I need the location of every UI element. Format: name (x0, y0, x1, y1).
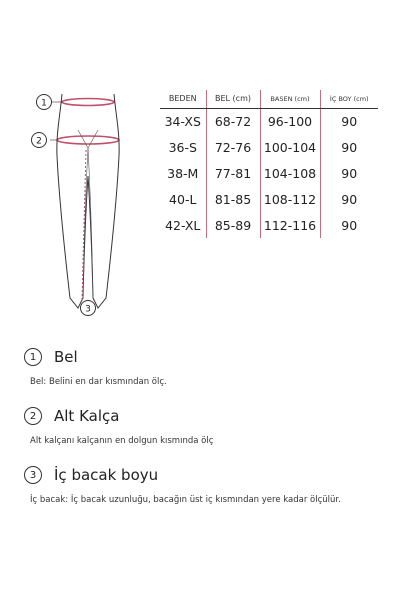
table-header-row (160, 90, 378, 108)
header-hip: BASEN (cm) (260, 90, 320, 108)
section-description: Alt kalçanı kalçanın en dolgun kısmında ölç (30, 436, 214, 446)
section-title: Alt Kalça (54, 407, 120, 425)
cell-hip: 108-112 (260, 186, 320, 212)
cell-inseam: 90 (341, 165, 358, 181)
table-row (160, 186, 378, 212)
table-row (160, 134, 378, 160)
cell-waist: 85-89 (206, 212, 260, 238)
cell-waist: 72-76 (206, 134, 260, 160)
cell-size: 40-L (160, 186, 206, 212)
cell-inseam: 90 (341, 113, 358, 129)
cell-size: 42-XL (160, 212, 206, 238)
section-hip (24, 403, 384, 448)
table-row (160, 212, 378, 238)
waist-measure-line (62, 99, 114, 106)
legs-silhouette-icon (28, 86, 138, 316)
section-title: Bel (54, 348, 78, 366)
size-chart-table (160, 90, 378, 238)
hip-measure-line (57, 136, 119, 144)
legs-measurement-figure (28, 86, 138, 316)
cell-inseam: 90 (341, 139, 358, 155)
header-waist: BEL (cm) (206, 90, 260, 108)
marker-3-label: 3 (85, 304, 91, 315)
section-number-badge: 2 (24, 407, 42, 425)
section-inseam (24, 462, 384, 507)
header-inseam: İÇ BOY (cm) (320, 90, 378, 108)
cell-size: 34-XS (160, 108, 206, 134)
measurement-instructions (24, 344, 384, 521)
header-size: BEDEN (160, 90, 206, 108)
table-row (160, 108, 378, 134)
marker-1-label: 1 (41, 98, 47, 109)
section-title: İç bacak boyu (54, 466, 159, 484)
cell-size: 38-M (160, 160, 206, 186)
legs-outline (57, 94, 119, 308)
cell-waist: 68-72 (206, 108, 260, 134)
section-number-badge: 1 (24, 348, 42, 366)
cell-size: 36-S (160, 134, 206, 160)
cell-inseam: 90 (341, 217, 358, 233)
cell-waist: 77-81 (206, 160, 260, 186)
cell-hip: 100-104 (260, 134, 320, 160)
cell-inseam: 90 (341, 191, 358, 207)
cell-hip: 104-108 (260, 160, 320, 186)
section-header (24, 403, 384, 429)
section-waist (24, 344, 384, 389)
section-header (24, 462, 384, 488)
section-description: İç bacak: İç bacak uzunluğu, bacağın üst iç kısmından yere kadar ölçülür. (30, 495, 341, 505)
cell-waist: 81-85 (206, 186, 260, 212)
table-row (160, 160, 378, 186)
section-number-badge: 3 (24, 466, 42, 484)
marker-2-label: 2 (36, 136, 42, 147)
cell-hip: 96-100 (260, 108, 320, 134)
section-header (24, 344, 384, 370)
section-description: Bel: Belini en dar kısmından ölç. (30, 377, 167, 387)
cell-hip: 112-116 (260, 212, 320, 238)
